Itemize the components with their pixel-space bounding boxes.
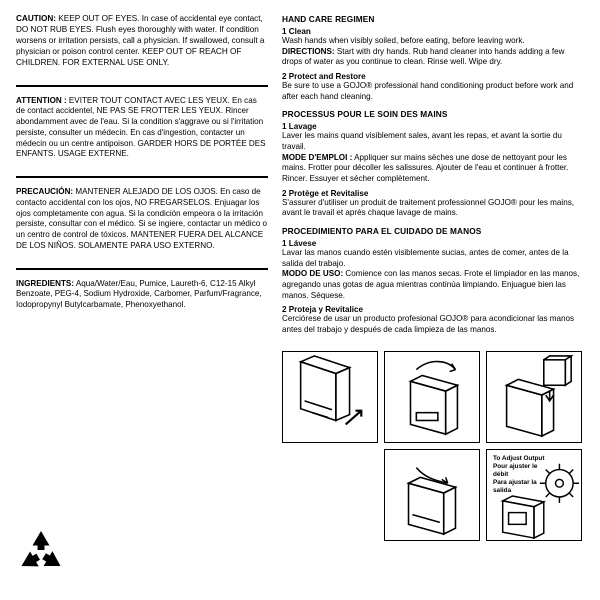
step-heading: 2 Proteja y Revitalice [282, 305, 363, 315]
directions-text: Appliquer sur mains sèches une dose de nettoyant pour les mains. Frotter pour décoller les salissures. Ajouter de l'eau et continuer à frotter. Rincer. Essuyer et sécher complètement. [282, 152, 569, 184]
attention-lead: ATTENTION : [16, 95, 67, 105]
dispenser-close-cover-diagram [384, 449, 480, 541]
ingredients-paragraph [16, 279, 268, 311]
adjust-output-es: Para ajustar la salida [493, 478, 537, 494]
step-directions [282, 153, 582, 185]
divider-3 [16, 268, 268, 270]
left-column [16, 14, 268, 590]
step-text: S'assurer d'utiliser un produit de traitement professionnel GOJO® pour les mains, avant le travail et après chaque lavage de mains. [282, 197, 575, 218]
precaucion-lead: PRECAUCIÓN: [16, 187, 74, 197]
recycle-icon [18, 528, 64, 574]
ingredients-lead: INGREDIENTS: [16, 278, 75, 288]
divider-1 [16, 85, 268, 87]
illustration-empty-slot [282, 449, 378, 541]
precaucion-block [16, 187, 268, 252]
precaucion-paragraph [16, 187, 268, 252]
step-text: Wash hands when visibly soiled, before eating, before leaving work. [282, 36, 525, 45]
ingredients-text: Aqua/Water/Eau, Pumice, Laureth-6, C12-15 Alkyl Benzoate, PEG-4, Sodium Hydroxide, Carbomer, Parfum/Fragrance, Iodopropynyl Butylcarbamate, Phenoxyethanol. [16, 278, 262, 310]
adjust-output-fr: Pour ajuster le débit [493, 462, 538, 478]
adjust-output-en: To Adjust Output [493, 454, 545, 462]
step-text: Cerciórese de usar un producto profesional GOJO® para acondicionar las manos antes del trabajo y después de cada limpieza de las manos. [282, 314, 575, 335]
dispenser-insert-refill-diagram [486, 351, 582, 443]
step-heading: 1 Lávese [282, 239, 317, 249]
step-text: Lavar las manos cuando estén visiblemente sucias, antes de comer, antes de la salida del trabajo. [282, 248, 569, 268]
step-heading: 1 Clean [282, 27, 311, 36]
directions-text: Start with dry hands. Rub hand cleaner into hands adding a few drops of water as you continue to clean. Rinse well. Wipe dry. [282, 46, 565, 67]
dispenser-adjust-output-diagram [486, 449, 582, 541]
section-hand-care-regimen [282, 14, 582, 102]
directions-lead: MODO DE USO: [282, 269, 344, 279]
section-processus-soin-des-mains [282, 109, 582, 219]
dispenser-open-cover-diagram [384, 351, 480, 443]
divider-2 [16, 176, 268, 178]
directions-lead: MODE D'EMPLOI : [282, 152, 353, 162]
adjust-output-caption [493, 455, 551, 495]
precaucion-text: MANTENER ALEJADO DE LOS OJOS. En caso de contacto accidental con los ojos, NO FREGARSELOS. Enjuagar los ojos completamente con agua. Si la condición empeora o la irritación persiste, consultar con el médico. Si se ingiere, contactar un médico o un centro de control de tóxicos. MANTENER FUERA DEL ALCANCE DE LOS NIÑOS. SOLAMENTE PARA USO EXTERNO. [16, 187, 268, 250]
section-title: PROCESSUS POUR LE SOIN DES MAINS [282, 109, 448, 120]
dispenser-mount-diagram [282, 351, 378, 443]
caution-lead: CAUTION: [16, 14, 57, 23]
step-heading: 2 Protège et Revitalise [282, 188, 369, 198]
section-title: PROCEDIMIENTO PARA EL CUIDADO DE MANOS [282, 226, 482, 237]
caution-block [16, 14, 268, 69]
section-procedimiento-cuidado-manos [282, 226, 582, 336]
ingredients-block [16, 279, 268, 311]
step-directions [282, 269, 582, 301]
section-title: HAND CARE REGIMEN [282, 14, 375, 24]
directions-text: Comience con las manos secas. Frote el limpiador en las manos, agregando unas gotas de agua mientras continúa limpiando. Enjuague bien las manos. Séquese. [282, 269, 580, 300]
attention-text: EVITER TOUT CONTACT AVEC LES YEUX. En cas de contact accidentel, NE PAS SE FROTTER LES YEUX. Rincer abondamment avec de l'eau. Si la condition s'aggrave ou si l'irritation persiste, consulter un médecin. En cas d'ingestion, contacter un médecin ou un centre antipoison. GARDER HORS DE PORTÉE DES ENFANTS. USAGE EXTERNE. [16, 95, 266, 159]
attention-block [16, 96, 268, 161]
step-directions [282, 47, 582, 68]
caution-text: KEEP OUT OF EYES. In case of accidental eye contact, DO NOT RUB EYES. Flush eyes thoroughly with water. If condition worsens or irritation persists, call a physician. If swallowed, consult a physician or poison control center. KEEP OUT OF REACH OF CHILDREN. FOR EXTERNAL USE ONLY. [16, 14, 265, 67]
caution-paragraph [16, 14, 268, 69]
directions-lead: DIRECTIONS: [282, 46, 335, 56]
step-text: Laver les mains quand visiblement sales, avant les repas, et avant la sortie du travail. [282, 131, 562, 152]
step-text: Be sure to use a GOJO® professional hand conditioning product before work and after each hand cleaning. [282, 81, 574, 101]
right-column [282, 14, 582, 590]
step-heading: 1 Lavage [282, 122, 317, 132]
attention-paragraph [16, 96, 268, 161]
step-heading: 2 Protect and Restore [282, 72, 366, 82]
illustration-grid [282, 351, 582, 541]
